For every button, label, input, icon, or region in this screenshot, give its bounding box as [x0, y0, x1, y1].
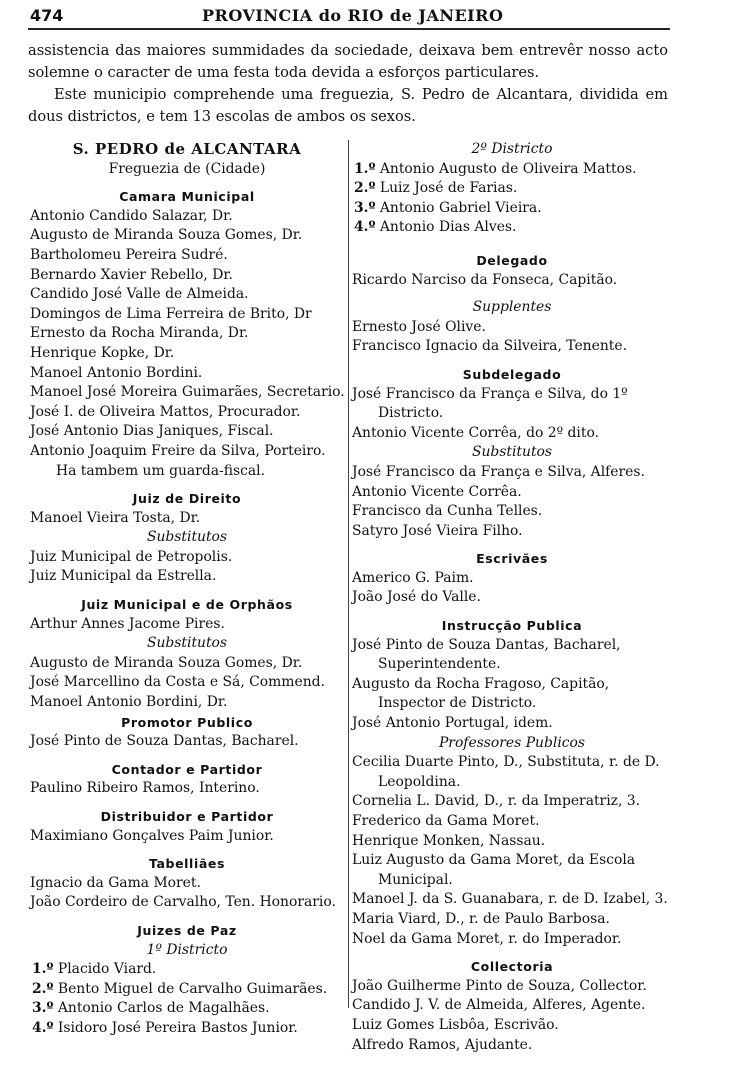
list-item: Ernesto José Olive. [352, 318, 486, 335]
list-item: Juiz Municipal da Estrella. [30, 568, 217, 585]
list-item: João Guilherme Pinto de Souza, Collector. [352, 977, 647, 994]
ordinal: 2.º [354, 180, 376, 197]
item-name: Antonio Augusto de Oliveira Mattos. [379, 160, 637, 177]
item-name: Luiz José de Farias. [379, 180, 518, 197]
parish-title: S. PEDRO de ALCANTARA [72, 140, 302, 158]
list-item: Manoel José Moreira Guimarães, Secretario. [30, 384, 345, 401]
section-heading: Delegado [476, 252, 548, 268]
ordinal: 1.º [32, 961, 54, 978]
list-item: Luiz Augusto da Gama Moret, da Escola Municipal. [352, 852, 636, 888]
page-number: 474 [30, 6, 64, 25]
section-heading: Juiz de Direito [132, 491, 242, 507]
sub-heading: 2º Districto [471, 141, 553, 157]
sub-heading: Substitutos [146, 529, 228, 546]
ordinal: 1.º [354, 160, 376, 177]
section-heading: Juiz Municipal e de Orphãos [81, 597, 293, 613]
item-name: Antonio Gabriel Vieira. [379, 199, 542, 216]
list-item: Maria Viard, D., r. de Paulo Barbosa. [352, 910, 610, 927]
list-item: Americo G. Paim. [352, 569, 474, 586]
list-item: Antonio Vicente Corrêa. [352, 483, 522, 500]
intro-text [28, 40, 668, 128]
list-item: Paulino Ribeiro Ramos, Interino. [30, 780, 260, 797]
list-item: Antonio Vicente Corrêa, do 2º dito. [352, 424, 599, 441]
item-name: Antonio Dias Alves. [379, 219, 517, 236]
list-item: José Pinto de Souza Dantas, Bacharel, Superintendente. [352, 636, 621, 673]
list-item: José Francisco da França e Silva, Alferes. [352, 463, 645, 480]
list-item: José I. de Oliveira Mattos, Procurador. [30, 403, 301, 420]
list-item [352, 179, 672, 199]
list-item: José Antonio Dias Janiques, Fiscal. [30, 423, 274, 440]
list-item: João José do Valle. [352, 589, 481, 606]
section-heading: Contador e Partidor [111, 761, 263, 777]
list-item: Cecilia Duarte Pinto, D., Substituta, r. de D. Leopoldina. [352, 754, 660, 790]
list-item: Manoel J. da S. Guanabara, r. de D. Izabel, 3. [352, 891, 668, 908]
section-heading: Camara Municipal [119, 189, 255, 205]
list-item: João Cordeiro de Carvalho, Ten. Honorario. [30, 894, 336, 911]
sub-heading: Substitutos [471, 444, 553, 461]
ordinal: 4.º [354, 219, 376, 236]
list-item: José Marcellino da Costa e Sá, Commend. [30, 674, 325, 691]
list-item: Luiz Gomes Lisbôa, Escrivão. [352, 1016, 559, 1033]
note-text: Ha tambem um guarda-fiscal. [56, 462, 266, 479]
list-item [30, 1019, 344, 1039]
list-item: Bernardo Xavier Rebello, Dr. [30, 266, 233, 283]
sub-heading: Substitutos [146, 635, 228, 652]
sub-heading: 1º Districto [146, 941, 228, 958]
ordinal: 2.º [32, 980, 54, 997]
list-item [352, 218, 672, 238]
item-name: Bento Miguel de Carvalho Guimarães. [57, 980, 328, 997]
section-heading: Tabelliães [149, 856, 225, 872]
list-item: Augusto da Rocha Fragoso, Capitão, Inspector de Districto. [352, 675, 610, 712]
section-heading: Instrucção Publica [441, 618, 583, 634]
section-heading: Collectoria [470, 959, 554, 975]
ordinal: 4.º [32, 1019, 54, 1036]
list-item: Arthur Annes Jacome Pires. [30, 615, 225, 632]
list-item [352, 199, 672, 219]
section-heading: Juizes de Paz [137, 922, 237, 938]
page-header [26, 4, 672, 26]
item-name: Antonio Carlos de Magalhães. [57, 1000, 270, 1017]
list-item: Henrique Kopke, Dr. [30, 344, 175, 361]
list-item: Maximiano Gonçalves Paim Junior. [30, 827, 274, 844]
list-item: Bartholomeu Pereira Sudré. [30, 246, 228, 263]
list-item: Augusto de Miranda Souza Gomes, Dr. [30, 654, 303, 671]
list-item: Ernesto da Rocha Miranda, Dr. [30, 325, 249, 342]
list-item: José Antonio Portugal, idem. [352, 715, 553, 732]
section-heading: Promotor Publico [121, 714, 253, 730]
list-item: Manoel Antonio Bordini, Dr. [30, 694, 228, 711]
list-item: Noel da Gama Moret, r. do Imperador. [352, 930, 622, 947]
sub-heading: Supplentes [472, 299, 552, 316]
list-item: Manoel Vieira Tosta, Dr. [30, 509, 201, 526]
list-item: Satyro José Vieira Filho. [352, 522, 523, 539]
item-name: Placido Viard. [57, 961, 157, 978]
list-item: Candido José Valle de Almeida. [30, 286, 249, 303]
list-item [352, 160, 672, 180]
section-heading: Distribuidor e Partidor [100, 809, 274, 824]
ordinal: 3.º [354, 199, 376, 216]
list-item: Manoel Antonio Bordini. [30, 364, 203, 381]
list-item [30, 960, 344, 980]
parish-subtitle: Freguezia de (Cidade) [108, 160, 266, 177]
list-item [30, 980, 344, 1000]
column-divider [348, 140, 349, 1008]
list-item: Francisco Ignacio da Silveira, Tenente. [352, 338, 628, 355]
section-heading: Subdelegado [462, 366, 562, 382]
list-item: Antonio Candido Salazar, Dr. [30, 207, 233, 224]
list-item: Ricardo Narciso da Fonseca, Capitão. [352, 271, 618, 288]
ordinal: 3.º [32, 1000, 54, 1017]
list-item: Cornelia L. David, D., r. da Imperatriz, 3. [352, 793, 641, 810]
header-rule [28, 28, 670, 30]
list-item: Candido J. V. de Almeida, Alferes, Agente. [352, 997, 646, 1014]
right-column [352, 140, 672, 1055]
list-item: Antonio Joaquim Freire da Silva, Porteiro. [30, 442, 326, 459]
page-title: PROVINCIA do RIO de JANEIRO [202, 6, 504, 25]
list-item: Ignacio da Gama Moret. [30, 874, 201, 891]
intro-paragraph: Este municipio comprehende uma freguezia, S. Pedro de Alcantara, dividida em dous districtos, e tem 13 escolas de ambos os sexos. [28, 86, 668, 125]
list-item [30, 999, 344, 1019]
list-item: José Francisco da França e Silva, do 1º Districto. [352, 385, 628, 422]
list-item: Juiz Municipal de Petropolis. [30, 548, 233, 565]
list-item: Alfredo Ramos, Ajudante. [352, 1036, 533, 1053]
section-heading: Escrivães [476, 551, 548, 567]
item-name: Isidoro José Pereira Bastos Junior. [57, 1019, 298, 1036]
list-item: Henrique Monken, Nassau. [352, 832, 546, 849]
intro-paragraph: assistencia das maiores summidades da sociedade, deixava bem entrevêr nosso acto solemne o caracter de uma festa toda devida a esforços particulares. [28, 42, 668, 81]
list-item: José Pinto de Souza Dantas, Bacharel. [30, 733, 299, 750]
list-item: Augusto de Miranda Souza Gomes, Dr. [30, 227, 303, 244]
list-item: Frederico da Gama Moret. [352, 813, 540, 829]
list-item: Francisco da Cunha Telles. [352, 503, 543, 520]
sub-heading: Professores Publicos [438, 734, 586, 751]
list-item: Domingos de Lima Ferreira de Brito, Dr [30, 305, 312, 322]
left-column [30, 140, 344, 1039]
